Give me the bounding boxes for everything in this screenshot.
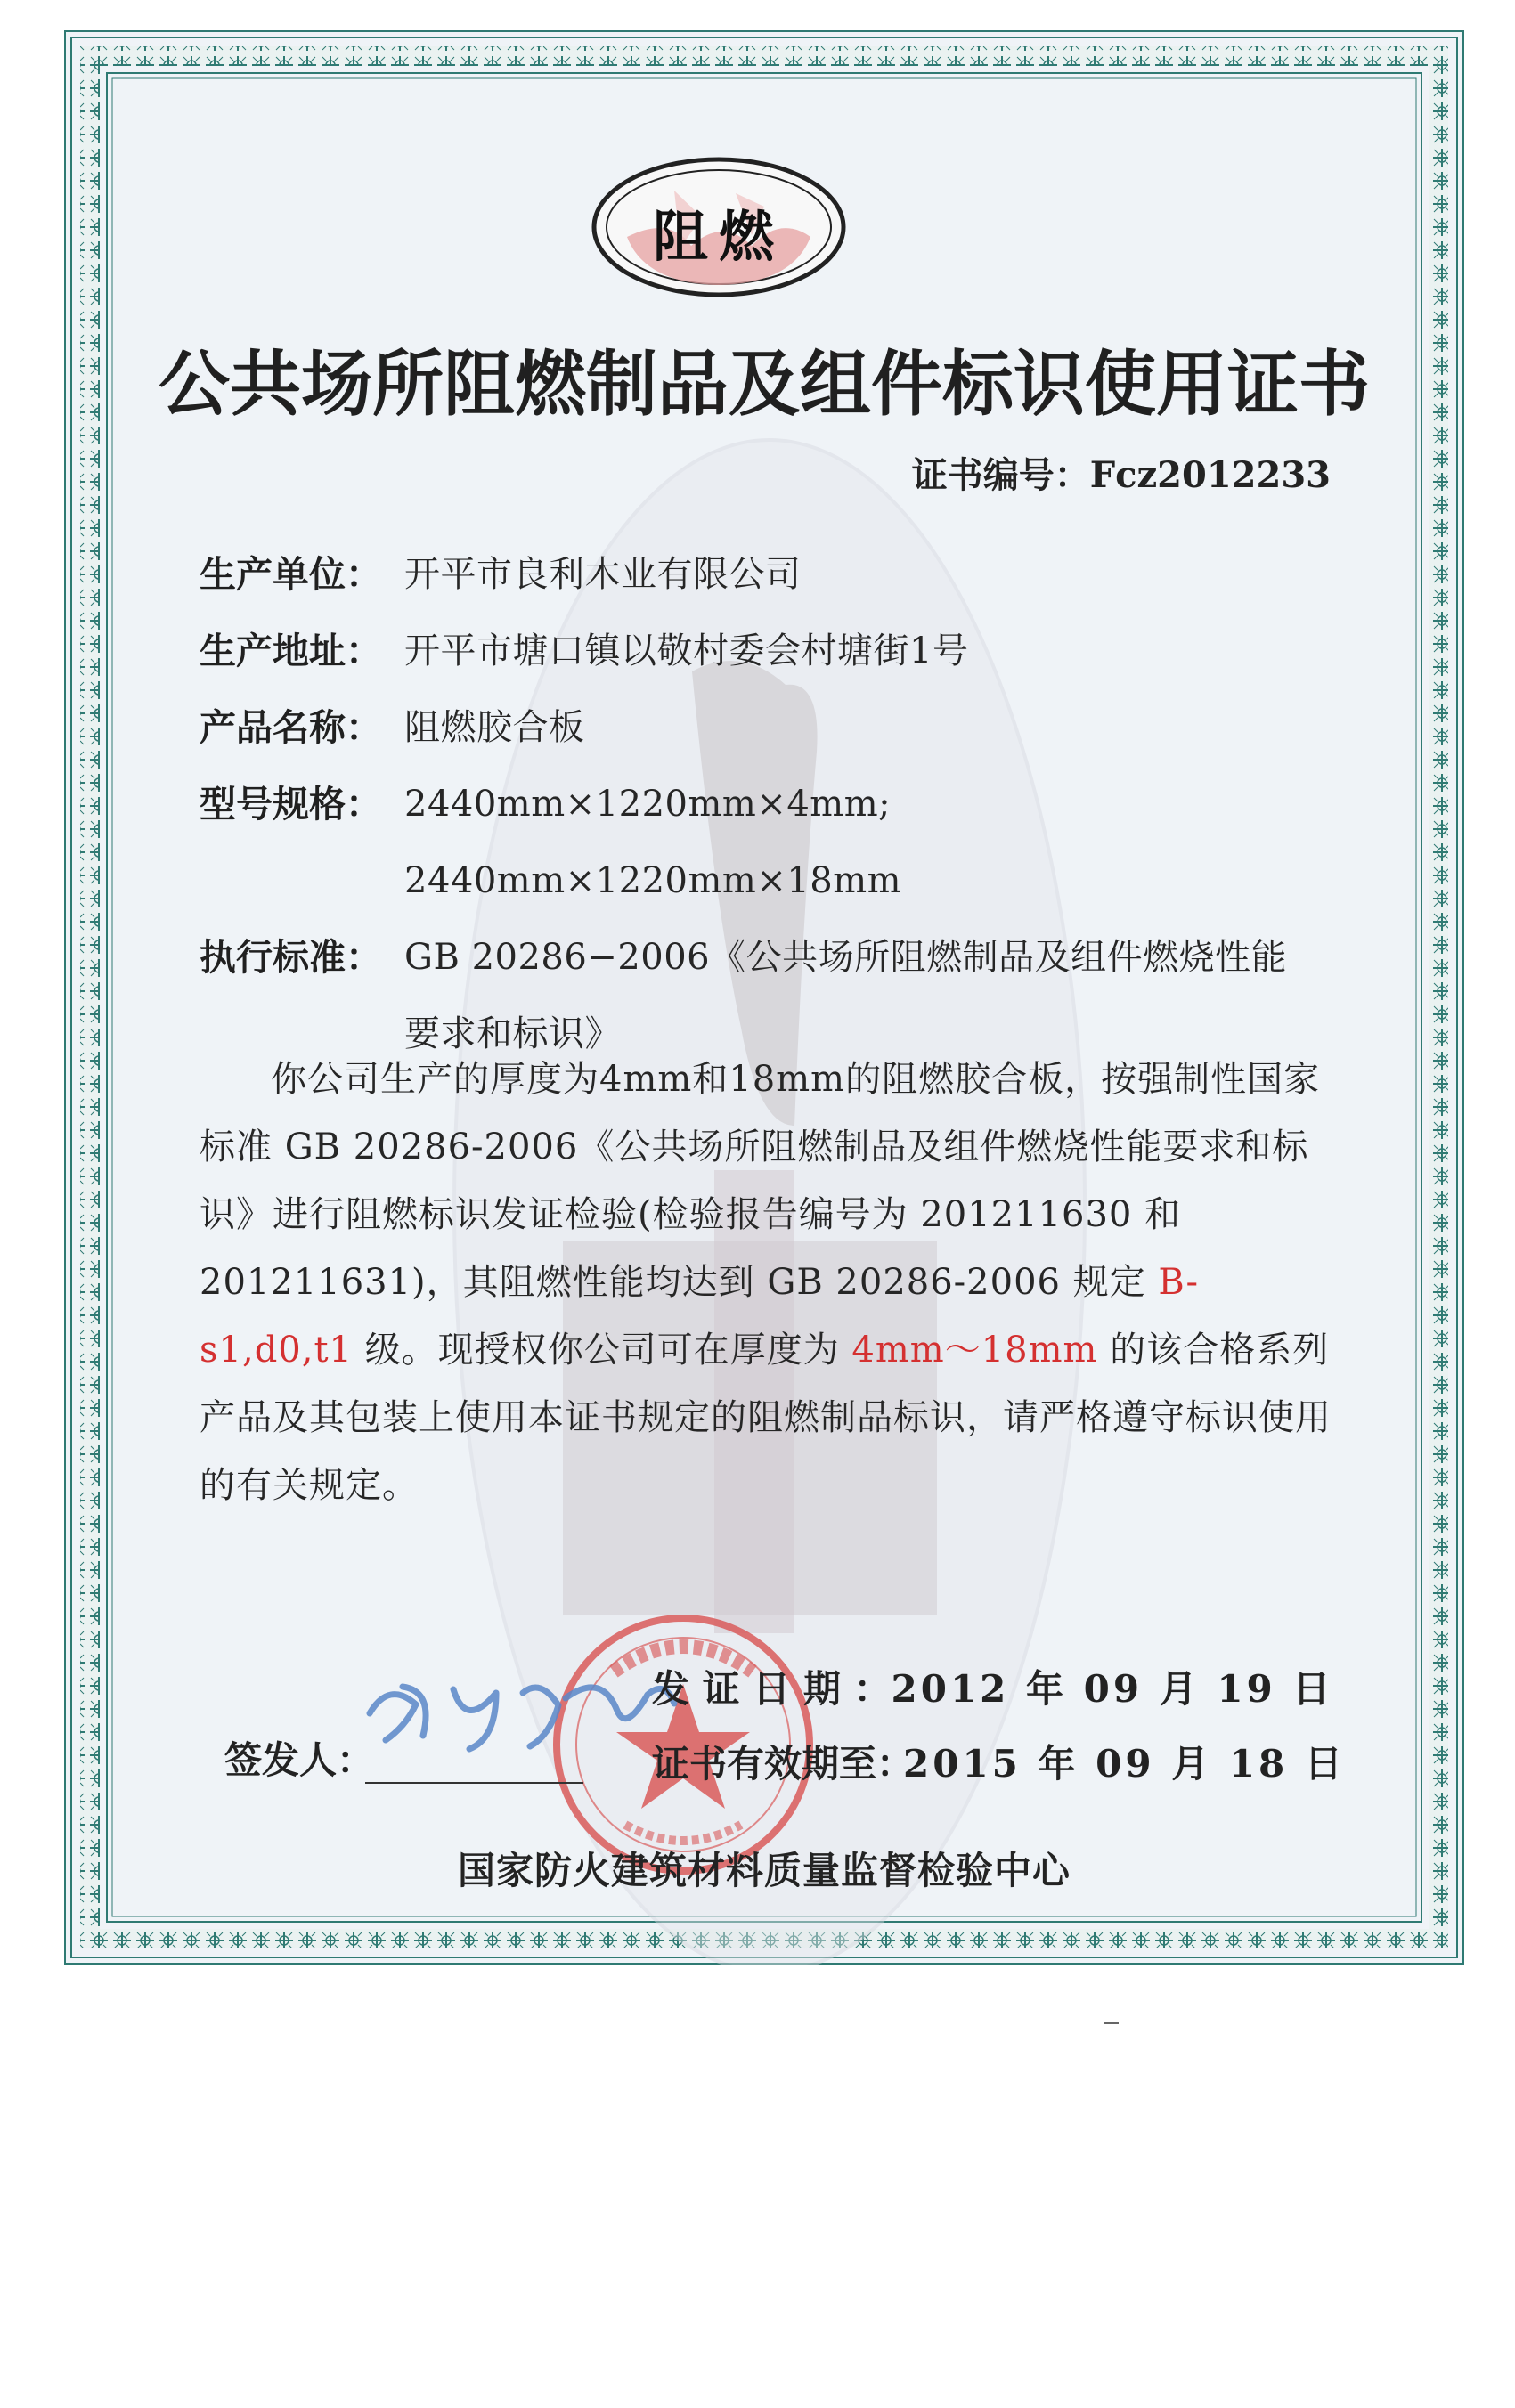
valid-until-value: 2015 年 09 月 18 日 bbox=[903, 1742, 1346, 1786]
issuing-authority: 国家防火建筑材料质量监督检验中心 bbox=[457, 1849, 1071, 1892]
signer bbox=[224, 1727, 670, 1789]
certificate-fields bbox=[200, 536, 1350, 1072]
valid-until-row bbox=[652, 1724, 1346, 1799]
authorization-paragraph bbox=[200, 1045, 1350, 1519]
field-value: 开平市良利木业有限公司 bbox=[404, 554, 802, 595]
issue-date-label: 发 证 日 期 ： bbox=[652, 1667, 892, 1711]
scan-mark bbox=[1104, 2022, 1119, 2024]
signer-label: 签发人： bbox=[224, 1738, 375, 1782]
field-value: GB 20286−2006《公共场所阻燃制品及组件燃烧性能 要求和标识》 bbox=[404, 937, 1288, 1054]
signature-line bbox=[365, 1782, 583, 1784]
field-address bbox=[200, 613, 1350, 689]
field-label: 生产地址： bbox=[200, 630, 382, 672]
logo-label-wrapper bbox=[590, 153, 848, 301]
issue-date-row bbox=[652, 1649, 1334, 1724]
field-label: 执行标准： bbox=[200, 936, 382, 979]
paragraph-text-part: 的该合格系列产品及其包装上使用本证书规定的阻燃制品标识，请严格遵守标识使用的有关规定。 bbox=[200, 1330, 1332, 1506]
field-specification bbox=[200, 766, 1350, 919]
field-value: 2440mm×1220mm×4mm; 2440mm×1220mm×18mm bbox=[404, 784, 903, 901]
validity-block bbox=[652, 1649, 1346, 1799]
field-value: 开平市塘口镇以敬村委会村塘街1号 bbox=[404, 630, 969, 671]
field-label: 型号规格： bbox=[200, 783, 382, 826]
field-producer bbox=[200, 536, 1350, 613]
paragraph-text-part: 你公司生产的厚度为4mm和18mm的阻燃胶合板，按强制性国家标准 GB 20286-2006《公共场所阻燃制品及组件燃烧性能要求和标识》进行阻燃标识发证检验(检验报告编号为 201211630 和 201211631)，其阻燃性能均达到 GB 20286-2006 规定 bbox=[200, 1059, 1321, 1303]
thickness-range: 4mm～18mm bbox=[851, 1330, 1098, 1371]
flame-rating: B-s1,d0,t1 bbox=[200, 1262, 1200, 1371]
issue-date-value: 2012 年 09 月 19 日 bbox=[891, 1667, 1334, 1711]
field-value: 阻燃胶合板 bbox=[404, 707, 585, 748]
field-label: 生产单位： bbox=[200, 553, 382, 596]
field-product bbox=[200, 689, 1350, 766]
paragraph-text-part: 级。现授权你公司可在厚度为 bbox=[352, 1330, 852, 1371]
field-label: 产品名称： bbox=[200, 706, 382, 749]
valid-until-label: 证书有效期至： bbox=[652, 1742, 915, 1786]
logo-text: 阻燃 bbox=[652, 204, 785, 269]
certificate-page bbox=[64, 30, 1464, 1965]
certificate-title: 公共场所阻燃制品及组件标识使用证书 bbox=[159, 343, 1370, 426]
certificate-number: 证书编号：Fcz2012233 bbox=[911, 454, 1331, 496]
